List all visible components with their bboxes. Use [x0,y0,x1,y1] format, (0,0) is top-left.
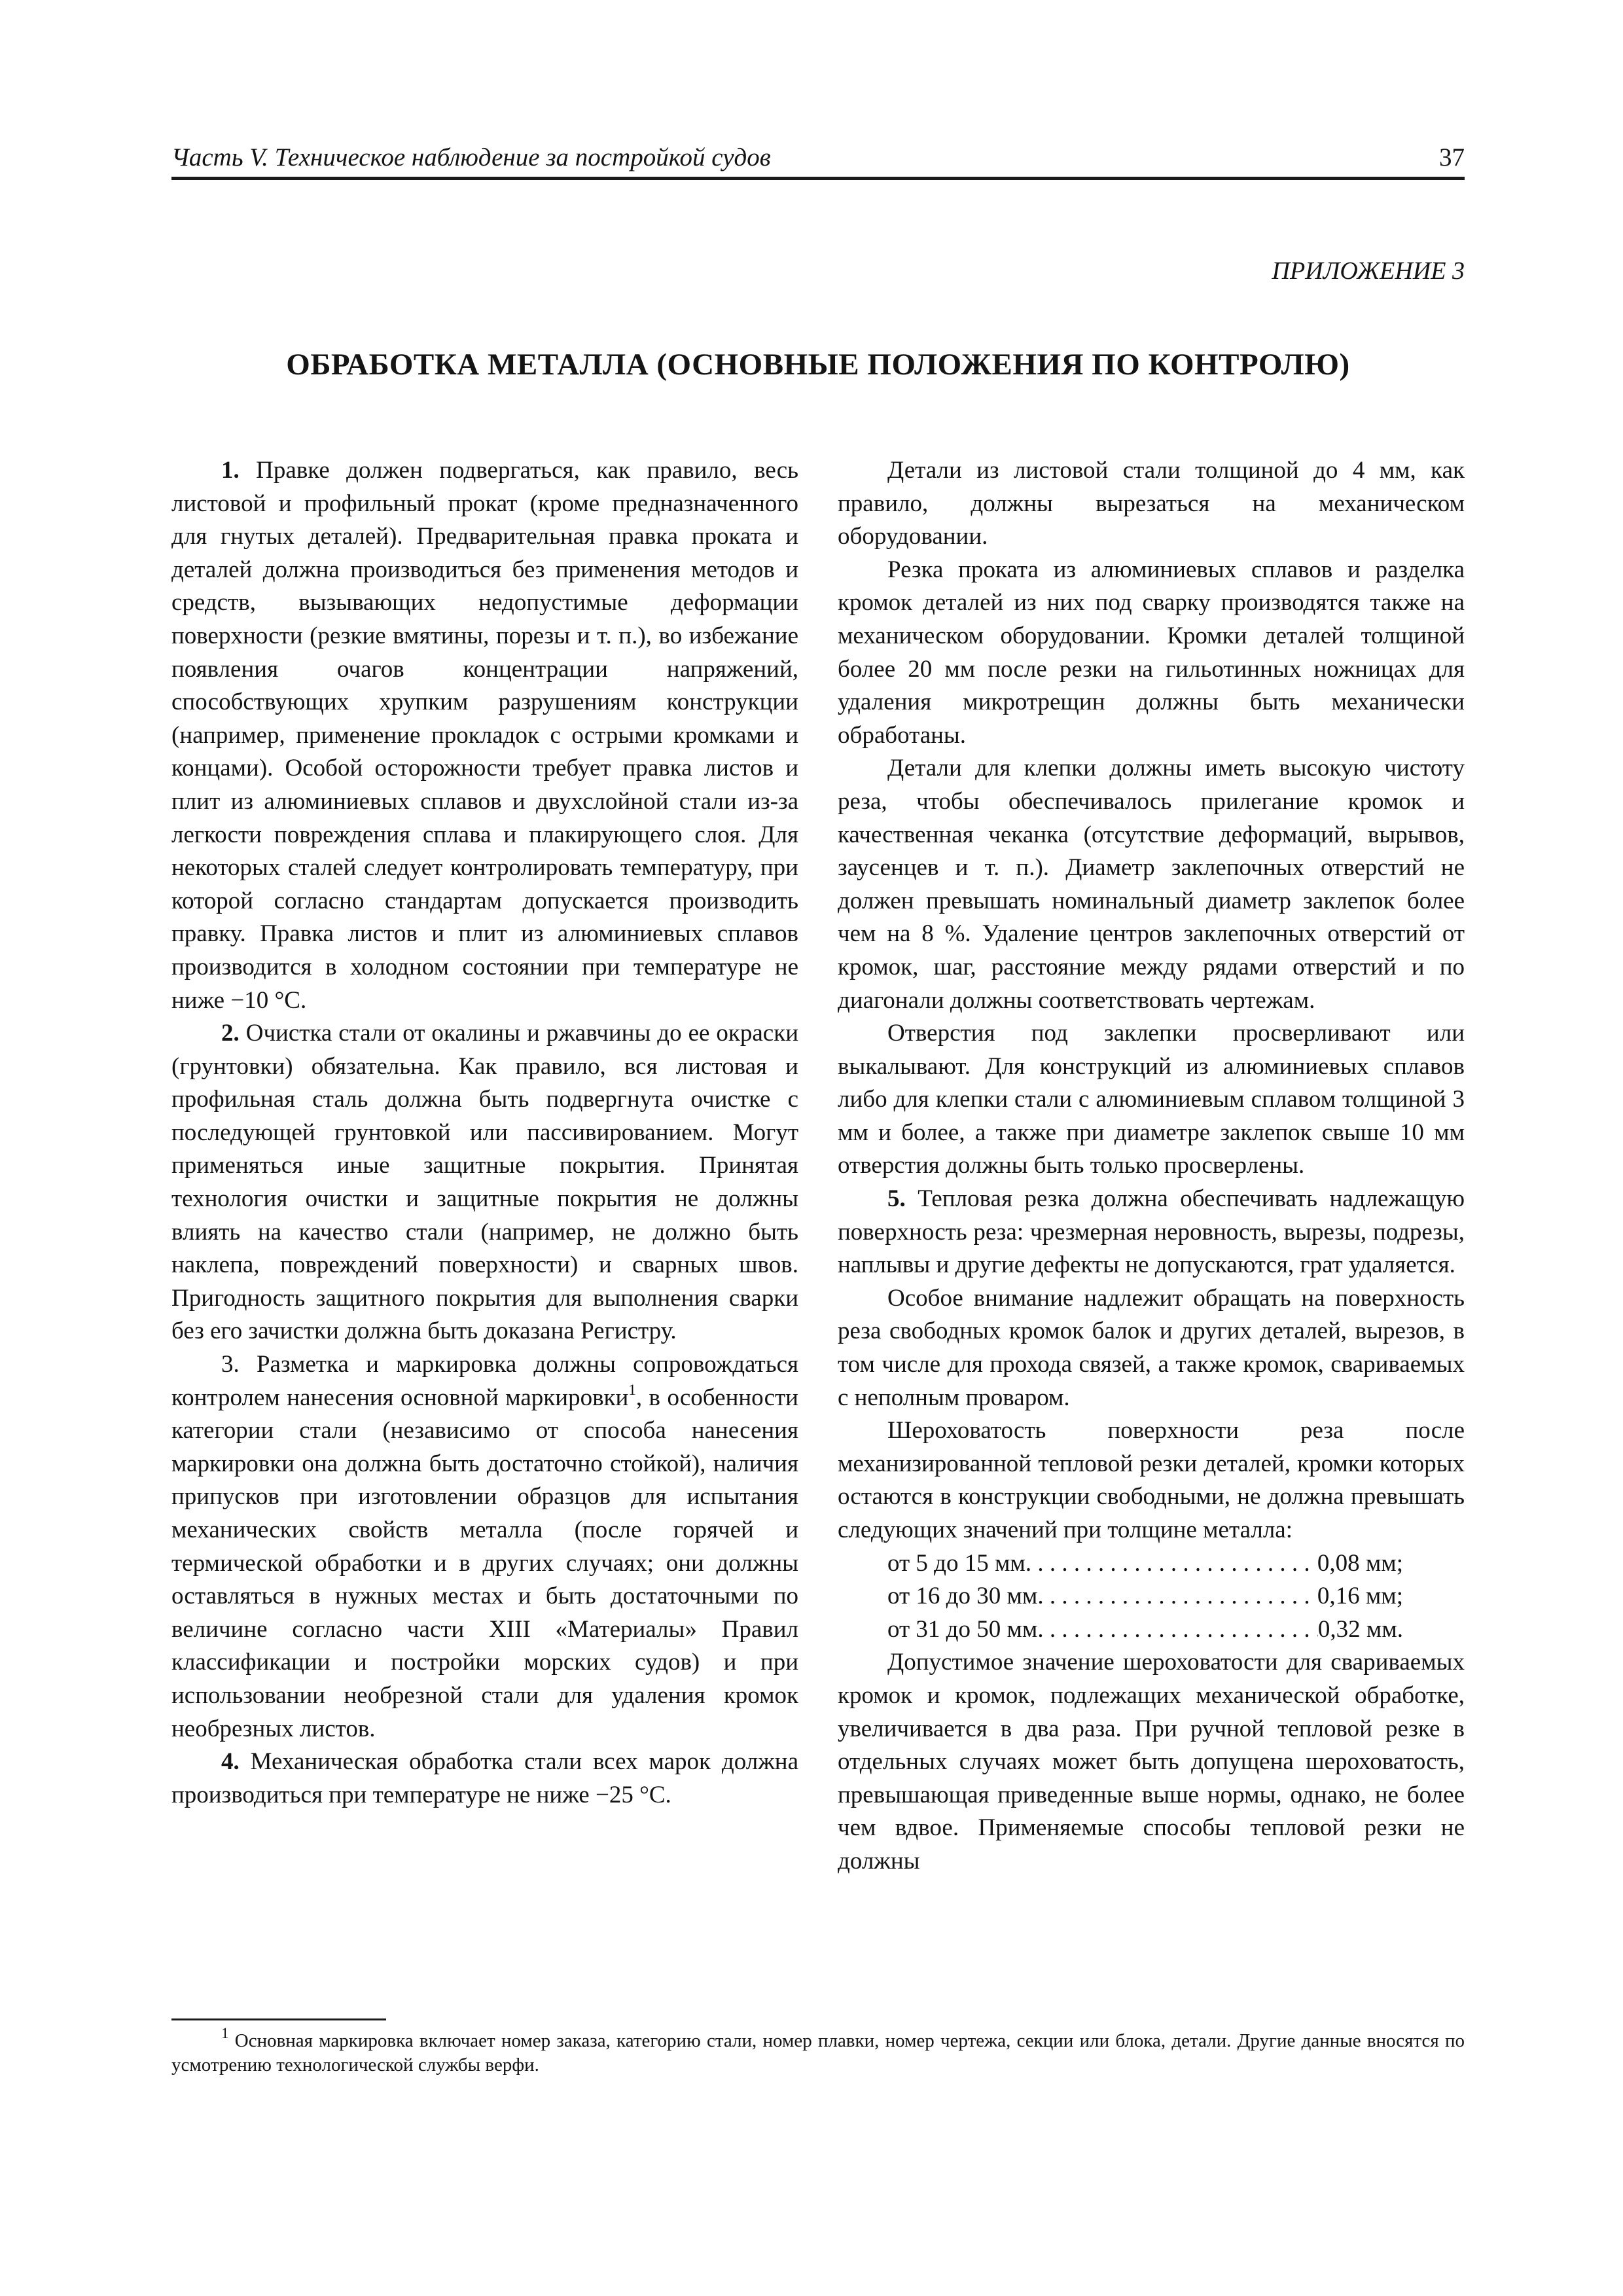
paragraph-1-text: Правке должен подвергаться, как правило, весь листовой и профильный прокат (кроме предназначенного для гнутых деталей). Предварительная правка проката и деталей должна производиться без применения методов и средств, вызывающих недопустимые деформации поверхности (резкие вмятины, порезы и т. п.), во избежание появления очагов концентрации напряжений, способствующих хрупким разрушениям конструкции (например, применение прокладок с острыми кромками и концами). Особой осторожности требует правка листов и плит из алюминиевых сплавов и двухслойной стали из-за легкости повреждения сплава и плакирующего слоя. Для некоторых сталей следует контролировать температуру, при которой согласно стандартам допускается производить правку. Правка листов и плит из алюминиевых сплавов производится в холодном состоянии при температуре не ниже −10 °C. [171,457,798,1014]
leader-dots [1037,1580,1317,1613]
paragraph-1 [171,454,798,1017]
paragraph-4 [171,1746,798,1812]
paragraph-free-edges: Особое внимание надлежит обращать на поверхность реза свободных кромок балок и других деталей, вырезов, в том числе для прохода связей, а также кромок, свариваемых с неполным проваром. [838,1284,1465,1411]
left-column [171,454,798,1812]
paragraph-4-number: 4. [221,1748,240,1776]
footnote-text: Основная маркировка включает номер заказа, категорию стали, номер плавки, номер чертежа, секции или блока, детали. Другие данные вносятся по усмотрению технологической службы верфи. [171,2030,1465,2075]
roughness-value: 0,16 мм; [1317,1583,1403,1610]
footnote [171,2025,1465,2077]
paragraph-allowable-roughness: Допустимое значение шероховатости для свариваемых кромок и кромок, подлежащих механической обработке, увеличивается в два раза. При ручной тепловой резке в отдельных случаях может быть допущена шероховатость, превышающая приведенные выше нормы, однако, не более чем вдвое. Применяемые способы тепловой резки не должны [838,1649,1465,1874]
list-item [887,1613,1403,1647]
roughness-value: 0,08 мм; [1317,1549,1403,1577]
paragraph-2-number: 2. [221,1020,240,1047]
leader-dots [1037,1613,1318,1647]
roughness-range: от 31 до 50 мм [887,1615,1038,1643]
leader-dots [1026,1547,1317,1581]
roughness-range: от 16 до 30 мм [887,1583,1038,1610]
paragraph-3-text-b: , в особенности категории стали (независимо от способа нанесения маркировки она должна быть достаточно стойкой), наличия припусков при изготовлении образцов для испытания механических свойств металла (после горячей и термической обработки и в других случаях; они должны оставляться в нужных местах и быть достаточными по величине согласно части XIII «Материалы» Правил классификации и постройки морских судов) и при использовании необрезной стали для удаления кромок необрезных листов. [171,1384,798,1742]
paragraph-3 [171,1348,798,1746]
running-header-title: Часть V. Техническое наблюдение за постройкой судов [171,143,771,171]
list-item [887,1580,1403,1613]
running-header [171,143,1465,175]
paragraph-riveting-parts: Детали для клепки должны иметь высокую чистоту реза, чтобы обеспечивалось прилегание кромок и качественная чеканка (отсутствие деформаций, вырывов, заусенцев и т. п.). Диаметр заклепочных отверстий не должен превышать номинальный диаметр заклепок более чем на 8 %. Удаление центров заклепочных отверстий от кромок, шаг, расстояние между рядами отверстий и по диагонали должны соответствовать чертежам. [838,755,1465,1014]
paragraph-rivet-holes: Отверстия под заклепки просверливают или выкалывают. Для конструкций из алюминиевых сплавов либо для клепки стали с алюминиевым сплавом толщиной 3 мм и более, а также при диаметре заклепок свыше 10 мм отверстия должны быть только просверлены. [838,1020,1465,1179]
roughness-range: от 5 до 15 мм [887,1549,1026,1577]
footnote-mark: 1 [221,2025,229,2042]
paragraph-sheet-steel: Детали из листовой стали толщиной до 4 мм, как правило, должны вырезаться на механическом оборудовании. [838,457,1465,550]
paragraph-4-text: Механическая обработка стали всех марок должна производиться при температуре не ниже −25 °C. [171,1748,799,1808]
header-rule [171,177,1465,180]
paragraph-3-text-a: Разметка и маркировка должны сопровождаться контролем нанесения основной маркировки [171,1351,799,1411]
paragraph-roughness-intro: Шероховатость поверхности реза после механизированной тепловой резки деталей, кромки которых остаются в конструкции свободными, не должна превышать следующих значений при толщине металла: [838,1417,1465,1543]
page-number: 37 [1439,143,1465,171]
footnote-rule [171,2018,386,2020]
paragraph-aluminium-cutting: Резка проката из алюминиевых сплавов и разделка кромок деталей из них под сварку производятся также на механическом оборудовании. Кромки деталей толщиной более 20 мм после резки на гильотинных ножницах для удаления микротрещин должны быть механически обработаны. [838,556,1465,749]
paragraph-3-number: 3. [221,1351,240,1378]
list-item [887,1547,1403,1581]
paragraph-5-text: Тепловая резка должна обеспечивать надлежащую поверхность реза: чрезмерная неровность, вырезы, подрезы, наплывы и другие дефекты не допускаются, грат удаляется. [838,1185,1465,1279]
paragraph-1-number: 1. [221,457,240,484]
footnote-reference: 1 [628,1382,636,1399]
paragraph-2-text: Очистка стали от окалины и ржавчины до ее окраски (грунтовки) обязательна. Как правило, вся листовая и профильная сталь должна быть подвергнута очистке с последующей грунтовкой или пассивированием. Могут применяться иные защитные покрытия. Принятая технология очистки и защитные покрытия не должны влиять на качество стали (например, не должно быть наклепа, повреждений поверхности) и сварных швов. Пригодность защитного покрытия для выполнения сварки без его зачистки должна быть доказана Регистру. [171,1020,798,1345]
page-title: ОБРАБОТКА МЕТАЛЛА (ОСНОВНЫЕ ПОЛОЖЕНИЯ ПО КОНТРОЛЮ) [286,348,1350,382]
paragraph-2 [171,1017,798,1348]
paragraph-5 [838,1183,1465,1282]
appendix-label: ПРИЛОЖЕНИЕ 3 [1272,257,1465,285]
roughness-list [838,1547,1465,1647]
right-column [838,454,1465,1878]
roughness-value: 0,32 мм. [1317,1615,1403,1643]
paragraph-5-number: 5. [887,1185,906,1213]
